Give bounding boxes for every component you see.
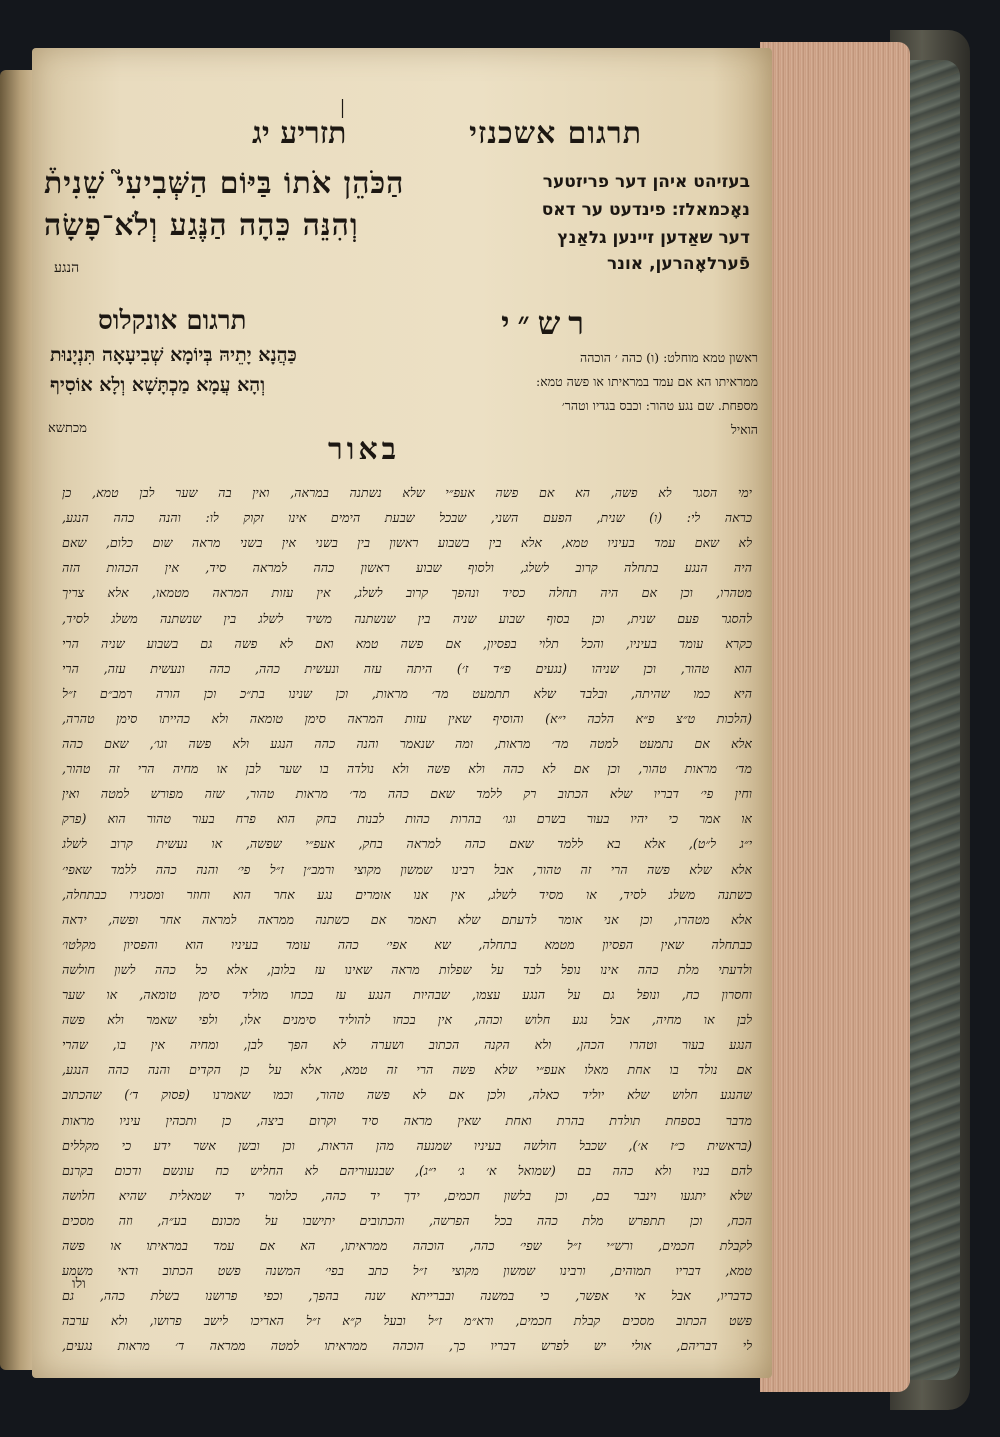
biur-line: אלא מטהרו, וכן אני אומר לדעתם שלא תאמר אם כשתנה ממראה למראה אחר ופשה, ידאה <box>62 911 752 927</box>
biur-line: או אמר כי יהיו בעור בשרם וגו׳ בהרות כהות לבנות בחק הוא פרח בעור טהור הוא (פרק <box>62 811 752 827</box>
biur-line: לא שאם עמד בעיניו טמא, אלא בין בשבוע ראשון בין בשני אין בשני מראה שום כלום, שאם <box>62 535 752 551</box>
biur-line: פשט הכתוב מסכים קבלת חכמים, ורא״מ ז״ל ובעל ק״א ז״ל האריכו לישב פרושו, ולא ערבה <box>62 1313 752 1329</box>
yiddish-translation-line: פֿערלאָהרען, אונר <box>607 254 750 274</box>
biur-line: טמא, דבריו תמוהים, ורבינו שמשון מקוצי ז״ל כתב בפי׳ המשנה פשט הכתוב ודאי משמע <box>62 1263 752 1279</box>
biur-line: אם נולד בו אחת מאלו אעפ״י שלא פשה הרי זה טמא, אלא על כן הקדים והנה כהה הנגע, <box>62 1062 752 1078</box>
onkelos-line: כַּהֲנָא יָתֵיהּ בְּיוֹמָא שְׁבִיעָאָה תִּנְיָנוּת <box>50 344 297 366</box>
rashi-line: הואיל <box>730 422 758 437</box>
biur-line: וחסרון כח, ונופל גם על הנגע עצמו, שבהיות הנגע עז בכחו מוליד סימן טומאה, או שער <box>62 987 752 1002</box>
biur-line: כראה לי: (ו) שנית, הפעם השני, שבכל שבעת הימים אינו זקוק לו: והנה כהה הנגע, <box>62 510 752 526</box>
biur-line: ימי הסגר לא פשה, הא אם פשה אעפ״י שלא נשתנה במראה, ואין בה שער לבן טמא, כן <box>62 485 752 500</box>
catchword: ולו <box>72 1276 86 1292</box>
yiddish-translation-line: נאָכמאלז: פינדעט ער דאס <box>541 200 750 220</box>
biur-line: היא כמו שהיתה, ובלבד שלא תתמעט מד׳ מראות, וכן שנינו בת״כ וכן הורה רמב״ם ז״ל <box>62 685 752 701</box>
biur-line: הנגע בעור וטהרו הכהן, ולא הקנה הכתוב ושערה לא הפך לבן, ומחיה אין בו, שהרי <box>62 1037 752 1053</box>
verse-note: הנגע <box>54 260 80 276</box>
yiddish-translation-line: דער שאַדען זיינען גלאַנץ <box>557 228 750 248</box>
biur-line: היה הנגע בתחלה קרוב לשלג, ולסוף שבוע ראשון כהה למראה סיד, אין הכהות הזה <box>62 560 752 576</box>
rashi-line: ממראיתו הא אם עמד במראיתו או פשה טמא: <box>536 374 758 389</box>
page-header-right: תרגום אשכנזי <box>469 116 642 151</box>
page-header-left: תזריע יג <box>252 116 347 151</box>
biur-line: לי דבריהם, אולי יש לפרש דבריו כך, הוכהה ממראיתו למטה ממראה ד׳ מראות נגעים, <box>62 1338 752 1354</box>
biur-line: כבתחלה שאין הפסיון מטמא בתחלה, שא אפי׳ כהה עומד בעיניו הוא והפסיון מקלטו׳ <box>62 936 752 952</box>
biur-line: שהנגע חלוש שלא יוליד כאלה, ולכן אם לא פשה טהור, וכמו שאמרנו (פסוק ד׳) שהכתוב <box>62 1087 752 1103</box>
biur-line: (הלכות ט״צ פ״א הלכה י״א) והוסיף שאין עזות המראה סימן טומאה ולא כהייתו סימן טהרה, <box>62 710 752 726</box>
biur-line: מד׳ מראות טהור, וכן אם לא כהה ולא פשה ולא נולדה בו שער לבן או מחיה הרי זה טהור, <box>62 761 752 777</box>
biur-line: מדבר בספחת תולדת בהרת ואחת שאין מראה סיד וקרום ביצה, כן ותכהין עיניו מראות <box>62 1112 752 1128</box>
book-page <box>32 48 772 1378</box>
biur-line: מטהרו, וכן אם היה תחלה כסיד ונהפך קרוב לשלג, אין עזות המראה מטמאו, אלא צריך <box>62 585 752 601</box>
biur-line: לבן או מחיה, אבל נגע חלוש וכהה, אין בכחו להוליד סימנים אלו, ולפי שאמר ולא פשה <box>62 1012 752 1028</box>
biur-title: באור <box>328 432 401 467</box>
rashi-title: רש״י <box>501 304 592 342</box>
biur-line: הכח, וכן תתפרש מלת כהה בכל הפרשה, והכתובים יתישבו על מכונם בע״ה, וזה מסכים <box>62 1212 752 1228</box>
rashi-line: מספחת. שם נגע טהור: וכבס בגדיו וטהר׳ <box>561 398 758 413</box>
previous-page-edge <box>0 70 34 1370</box>
torah-verse-line: הַכֹּהֵן אֹתוֹ בַּיּוֹם הַשְּׁבִיעִי֮ שֵׁנִית֒ <box>44 166 405 201</box>
biur-line: שלא יתגעו וינבר בם, וכן בלשון חכמים, ידך יד כהה, כלומר יד שמאלית שהיא חלושה <box>62 1187 752 1203</box>
page-mark: ׀ <box>338 100 348 119</box>
biur-line: (בראשית כ״ז א׳), שכבל חולשה בעיניו שמנעה מהן הראות, וכן ובשן אשר ידע כי מקללים <box>62 1137 752 1153</box>
biur-line: להסגר פעם שנית, וכן בסוף שבוע שניה בין שנשתנה משיד לשלג בין שנשתנה משלג לסיד, <box>62 610 752 626</box>
biur-line: אלא שלא פשה הרי זה טהור, אבל רבינו שמשון מקוצי ורמב״ן ז״ל פי׳ והנה כהה ללמד שאפי׳ <box>62 861 752 877</box>
page-edges <box>760 42 910 1392</box>
biur-line: כשתנה משלג לסיד, או מסיד לשלג, אין אנו אומרים נגע אחר הוא וחוזר ומסגירו כבתחלה, <box>62 886 752 902</box>
biur-line: כקרא עומד בעיניו, והכל תלוי בפסיון, אם פשה טמא ואם לא פשה גם בשבוע שניה הרי <box>62 635 752 651</box>
biur-line: י״ג ל״ט), אלא בא ללמד שאם כהה למראה בחק, אעפ״י שפשה, או נעשית קרוב לשלג <box>62 836 752 852</box>
yiddish-translation-line: בעזיהט איהן דער פריזטער <box>542 172 750 192</box>
biur-line: כדבריו, אבל אי אפשר, כי במשנה ובברייתא שנה בהפך, וכפי פרושנו בשלת כהה, גם <box>62 1288 752 1304</box>
onkelos-line: וְהָא עֲמָא מַכְתָּשָׁא וְלָא אוֹסִיף <box>50 374 266 396</box>
onkelos-note: מכתשא <box>48 421 87 436</box>
biur-line: לקבלת חכמים, ורש״י ז״ל שפי׳ כהה, הוכהה ממראיתו, הא אם עמד במראיתו או פשה <box>62 1238 752 1253</box>
onkelos-title: תרגום אונקלוס <box>98 306 247 336</box>
biur-line: וחין פי׳ דבריו שלא הכתוב רק ללמד שאם כהה מד׳ מראות טהור, שזה מפורש למטה ואין <box>62 786 752 802</box>
rashi-line: ראשון טמא מוחלט: (ו) כהה ׳ הוכהה <box>580 350 758 365</box>
biur-line: אלא אם נתמעט למטה מד׳ מראות, ומה שנאמר והנה כהה הנגע ולא פשה וגו׳, שאם כהה <box>62 736 752 751</box>
biur-line: הוא טהור, וכן שניהו (נגעים פ״ד ז׳) היתה עזה ונעשית כהה, כהה ונעשית עזה, הרי <box>62 660 752 676</box>
torah-verse-line: וְהִנֵּה כֵּהָה הַנֶּגַע וְלֹא־פָשָׂה <box>44 208 359 243</box>
biur-line: להם בניו ולא כהה בם (שמואל א׳ ג׳ י״ג), שבנעוריהם לא החליש כח עונשם ודכום בקרנם <box>62 1162 752 1178</box>
biur-line: ולדעתי מלת כהה אינו נופל לבד על שפלות מראה שאינו עז בלובן, אלא כל כהה לשון חולשה <box>62 961 752 977</box>
